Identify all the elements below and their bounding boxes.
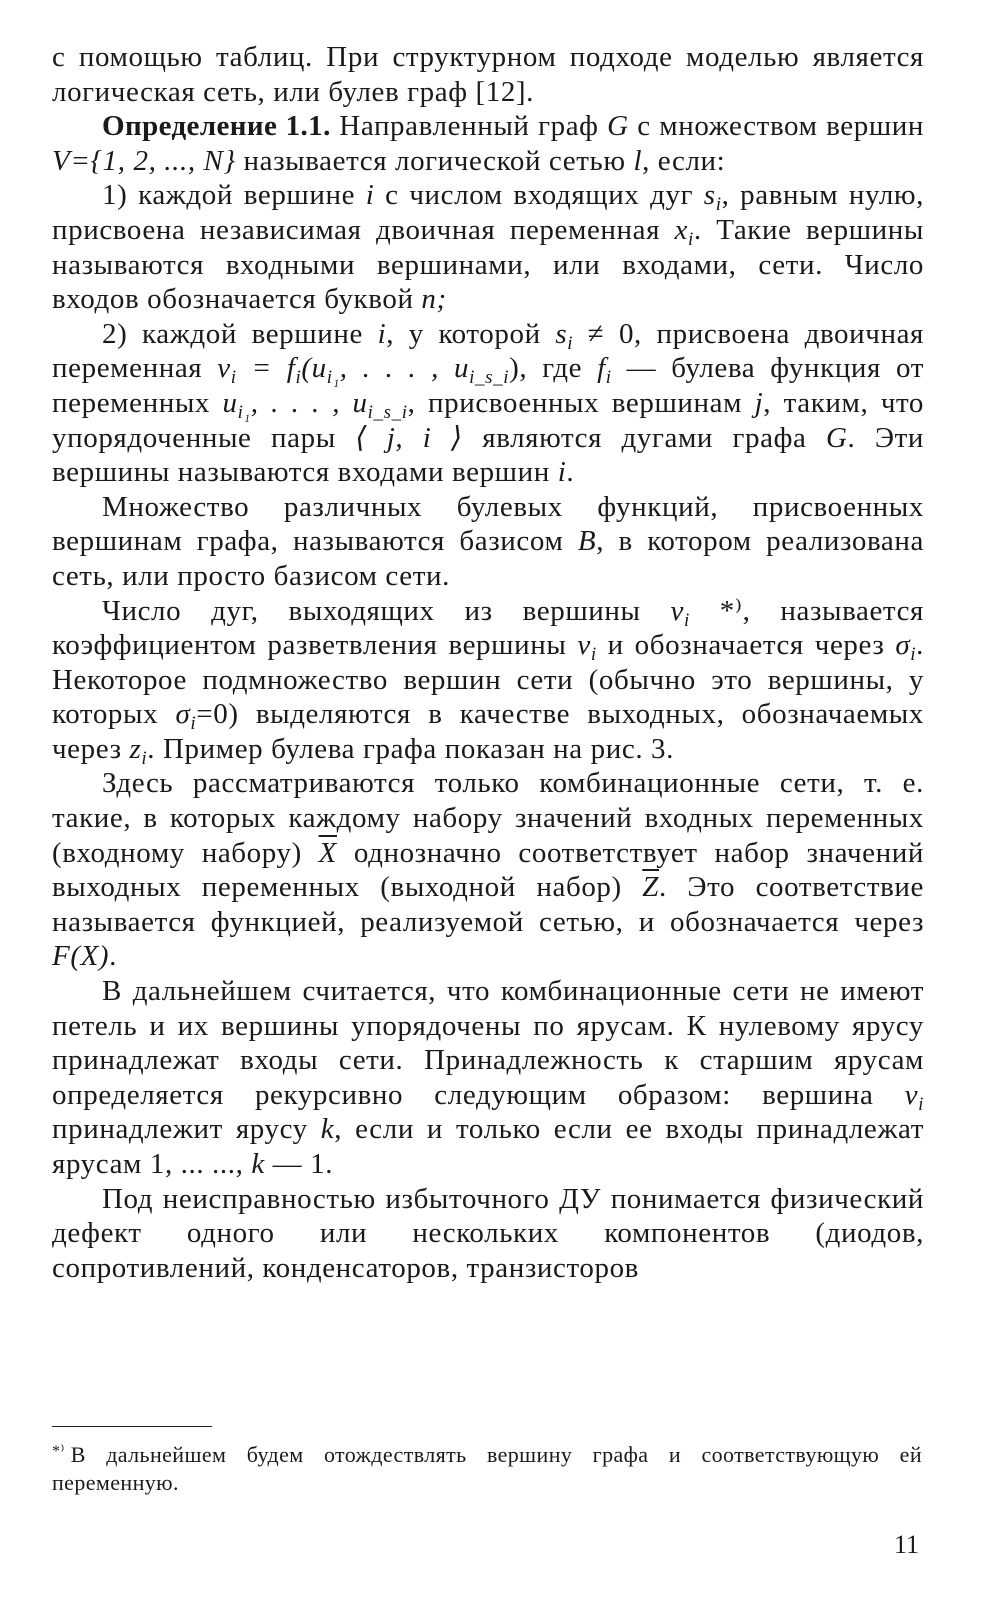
math-V: V={1, 2, ..., N} [52, 144, 236, 177]
text: — булева функция от переменных [52, 352, 924, 419]
math-dots-u: , . . . , u [250, 386, 368, 419]
footnote [52, 1438, 922, 1497]
subscript: i [918, 1093, 924, 1115]
text: , в котором реализована сеть, или просто базисом сети. [52, 525, 924, 592]
paragraph-fault: Под неисправностью избыточного ДУ понимается физический дефект одного или нескольких компонентов (диодов, сопротивлений, конденсаторов, транзисторов [52, 1182, 924, 1284]
subscript: i [295, 367, 302, 389]
definition-paragraph [52, 109, 924, 178]
text: однозначно соответствует набор значений выходных переменных (выходной набор) [52, 836, 924, 904]
text: выделяются в качестве выходных, обозначаемых через [52, 698, 924, 765]
subscript: i [605, 367, 612, 389]
paragraph-intro: с помощью таблиц. При структурном подходе моделью является логическая сеть, или булев граф [12]. [52, 41, 924, 108]
math-s: s [555, 317, 568, 350]
math-v: v [670, 594, 684, 627]
math-G: G [825, 421, 848, 454]
text: , присвоена двоичная переменная [52, 317, 924, 385]
paragraph-basis [52, 490, 924, 594]
math-G: G [607, 110, 629, 143]
definition-title: Определение 1.1. [102, 110, 331, 143]
math-sigma: σ [175, 698, 191, 731]
text: , называется коэффициентом разветвления вершины [52, 594, 924, 662]
text: , равным нулю, присвоена независимая двоичная переменная [52, 179, 925, 246]
subscript: i [910, 644, 917, 666]
math-eq-zero: =0) [196, 698, 239, 731]
text: . Эти вершины называются входами вершин [52, 421, 924, 489]
math-f: f [597, 352, 606, 385]
text: Число дуг, выходящих из вершины [102, 594, 671, 627]
text: с множеством вершин [628, 110, 924, 143]
subscript: i [590, 644, 597, 666]
math-l: l [633, 144, 643, 177]
math-pair: ⟨ j, i ⟩ [355, 421, 463, 454]
definition-item-2 [52, 317, 924, 490]
math-eq-f: = f [236, 352, 296, 385]
text: и обозначается через [596, 629, 896, 662]
math-n: n; [421, 283, 447, 316]
math-paren: ) [509, 352, 520, 385]
subscript: i [190, 713, 197, 735]
paragraph-tiers [52, 974, 924, 1182]
subscript: i [141, 747, 148, 769]
math-i: i [377, 317, 387, 350]
text: 1) каждой вершине [102, 179, 366, 212]
math-X-vector: $\overline{X}$ [318, 836, 337, 869]
text: 2) каждой вершине [102, 317, 378, 350]
text: , если: [642, 144, 726, 177]
math-z: z [129, 732, 142, 765]
text: Направленный граф [330, 110, 608, 143]
math-v: v [904, 1078, 919, 1111]
math-ne-zero: ≠ 0 [573, 317, 635, 350]
text: Здесь рассматриваются только комбинационные сети, т. е. такие, в которых каждому набору значений входных переменных (входному набору) [52, 767, 924, 869]
footnote-mark: *⁾ [52, 1443, 65, 1460]
text: . [566, 456, 575, 489]
page-body [52, 40, 924, 1285]
text: . [109, 940, 118, 973]
subscript: i₁ [237, 401, 251, 423]
text: являются дугами графа [462, 421, 826, 454]
math-sigma: σ [895, 629, 911, 662]
footnote-rule [52, 1426, 212, 1427]
math-x: x [674, 213, 689, 246]
text: . Такие вершины называются входными вершинами, или входами, сети. Число входов обозначается буквой [52, 213, 924, 316]
text: , присвоенных вершинам [407, 386, 755, 419]
paragraph-combinational [52, 766, 924, 974]
text: — 1. [264, 1148, 334, 1180]
subscript: i [230, 367, 237, 389]
math-Z-vector: $\overline{Z}$ [642, 871, 660, 904]
text: , где [519, 352, 598, 385]
footnote-ref: *⁾ [689, 594, 743, 627]
text: , если и только если ее входы принадлежат ярусам 1, ... ..., [52, 1113, 924, 1180]
math-k: k [251, 1148, 265, 1180]
text: , у которой [386, 317, 556, 350]
text: . Это соответствие называется функцией, реализуемой сетью, и обозначается через [52, 871, 925, 938]
math-u: (u [301, 352, 327, 385]
subscript: i_s_i [469, 367, 510, 389]
math-F-of-X: F(X) [52, 940, 110, 973]
text: . Пример булева графа показан на рис. 3. [147, 732, 674, 765]
subscript: i [567, 332, 574, 354]
math-i: i [365, 179, 375, 212]
text: с числом входящих дуг [374, 179, 704, 212]
math-v: v [577, 629, 591, 662]
math-k: k [320, 1113, 335, 1146]
subscript: i [688, 228, 694, 250]
subscript: i [683, 609, 690, 631]
footnote-text: В дальнейшем будем отождествлять вершину графа и соответствующую ей переменную. [52, 1442, 922, 1495]
math-u: u [222, 386, 238, 419]
math-i: i [557, 456, 567, 489]
subscript: i₁ [326, 367, 340, 389]
subscript: i_s_i [367, 401, 408, 423]
math-v: v [217, 352, 231, 385]
math-dots-u: , . . . , u [339, 352, 470, 385]
text: называется логической сетью [235, 144, 634, 177]
math-j: j [754, 386, 764, 419]
page-number: 11 [893, 1530, 919, 1559]
text: , таким, что упорядоченные пары [52, 386, 924, 454]
text: В дальнейшем считается, что комбинационные сети не имеют петель и их вершины упорядочены по ярусам. К нулевому ярусу принадлежат входы сети. Принадлежность к старшим ярусам определяется рекурсивно следующим образом: вершина [52, 975, 924, 1111]
subscript: i [715, 194, 722, 216]
math-s: s [703, 179, 716, 212]
math-B: B [577, 525, 597, 558]
definition-item-1 [52, 178, 924, 316]
paragraph-fanout [52, 594, 924, 767]
text: принадлежит ярусу [52, 1113, 321, 1146]
text: . Некоторое подмножество вершин сети (обычно это вершины, у которых [52, 629, 924, 731]
text: Множество различных булевых функций, присвоенных вершинам графа, называются базисом [52, 490, 924, 558]
